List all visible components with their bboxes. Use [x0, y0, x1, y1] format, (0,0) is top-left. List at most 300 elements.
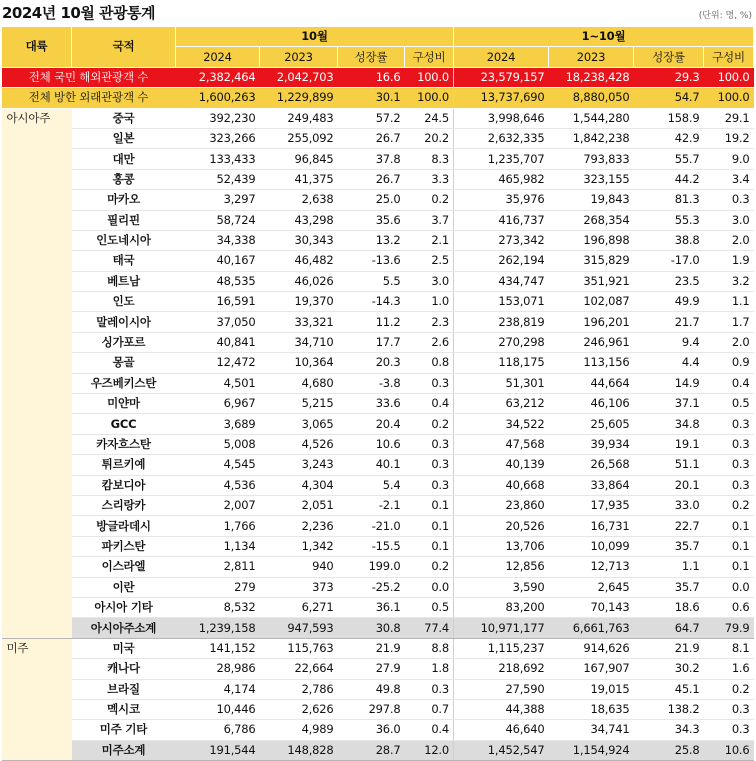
region-cell: 미주 [2, 638, 72, 760]
value-cell: 10.6 [704, 740, 754, 760]
value-cell: 2,811 [176, 557, 260, 577]
value-cell: 323,155 [549, 169, 634, 189]
value-cell: 1,235,707 [454, 149, 549, 169]
value-cell: 1,544,280 [549, 108, 634, 128]
country-name: 태국 [72, 251, 176, 271]
value-cell: 51,301 [454, 373, 549, 393]
country-name: 몽골 [72, 353, 176, 373]
value-cell: 41,375 [260, 169, 338, 189]
value-cell: 3,590 [454, 577, 549, 597]
title-bar [0, 0, 756, 26]
country-name: 파키스탄 [72, 536, 176, 556]
country-name: 미국 [72, 638, 176, 658]
table-row [2, 251, 754, 271]
value-cell: 96,845 [260, 149, 338, 169]
value-cell: 0.3 [704, 720, 754, 740]
header-col: 구성비 [405, 47, 454, 67]
value-cell: 19,370 [260, 292, 338, 312]
value-cell: 465,982 [454, 169, 549, 189]
value-cell: 18,635 [549, 699, 634, 719]
value-cell: 0.3 [704, 190, 754, 210]
value-cell: 0.3 [704, 434, 754, 454]
value-cell: 40,668 [454, 475, 549, 495]
value-cell: 1,229,899 [260, 88, 338, 108]
value-cell: 2,626 [260, 699, 338, 719]
value-cell: 138.2 [634, 699, 704, 719]
value-cell: 1.8 [405, 659, 454, 679]
value-cell: 36.0 [338, 720, 405, 740]
value-cell: 3,998,646 [454, 108, 549, 128]
value-cell: 54.7 [634, 88, 704, 108]
header-col: 성장률 [634, 47, 704, 67]
value-cell: 2,638 [260, 190, 338, 210]
country-name: 베트남 [72, 271, 176, 291]
value-cell: 141,152 [176, 638, 260, 658]
value-cell: 0.6 [704, 597, 754, 617]
summary-row-outbound [2, 67, 754, 87]
value-cell: 268,354 [549, 210, 634, 230]
value-cell: 34,338 [176, 230, 260, 250]
country-name: 우즈베키스탄 [72, 373, 176, 393]
value-cell: 0.4 [405, 394, 454, 414]
region-cell: 아시아주 [2, 108, 72, 638]
value-cell: 4,526 [260, 434, 338, 454]
value-cell: 4,304 [260, 475, 338, 495]
header-col: 구성비 [704, 47, 754, 67]
value-cell: 2,042,703 [260, 67, 338, 87]
value-cell: 20.2 [405, 128, 454, 148]
value-cell: 0.3 [405, 679, 454, 699]
table-row [2, 557, 754, 577]
value-cell: 34.8 [634, 414, 704, 434]
value-cell: 102,087 [549, 292, 634, 312]
value-cell: 392,230 [176, 108, 260, 128]
table-row [2, 699, 754, 719]
value-cell: 0.0 [704, 577, 754, 597]
value-cell: 297.8 [338, 699, 405, 719]
value-cell: 3.2 [704, 271, 754, 291]
value-cell: 10,446 [176, 699, 260, 719]
value-cell: 0.9 [704, 353, 754, 373]
value-cell: 2.6 [405, 332, 454, 352]
value-cell: 196,898 [549, 230, 634, 250]
country-name: 필리핀 [72, 210, 176, 230]
unit-note: (단위: 명, %) [698, 11, 752, 21]
value-cell: 45.1 [634, 679, 704, 699]
value-cell: 33.0 [634, 495, 704, 515]
value-cell: 0.1 [704, 516, 754, 536]
value-cell: 118,175 [454, 353, 549, 373]
value-cell: 2,632,335 [454, 128, 549, 148]
value-cell: 40,139 [454, 455, 549, 475]
table-row [2, 455, 754, 475]
country-name: 브라질 [72, 679, 176, 699]
value-cell: 373 [260, 577, 338, 597]
value-cell: 10.6 [338, 434, 405, 454]
value-cell: 2,382,464 [176, 67, 260, 87]
country-name: 캐나다 [72, 659, 176, 679]
value-cell: 8,532 [176, 597, 260, 617]
value-cell: 48,535 [176, 271, 260, 291]
value-cell: 57.2 [338, 108, 405, 128]
value-cell: 8.8 [405, 638, 454, 658]
value-cell: 5.5 [338, 271, 405, 291]
value-cell: 21.7 [634, 312, 704, 332]
value-cell: 30.1 [338, 88, 405, 108]
value-cell: 1,154,924 [549, 740, 634, 760]
value-cell: 1,766 [176, 516, 260, 536]
table-row [2, 271, 754, 291]
value-cell: -15.5 [338, 536, 405, 556]
subtotal-label: 미주소계 [72, 740, 176, 760]
value-cell: 25.8 [634, 740, 704, 760]
value-cell: 58,724 [176, 210, 260, 230]
value-cell: 43,298 [260, 210, 338, 230]
value-cell: 2.0 [704, 230, 754, 250]
value-cell: 19,843 [549, 190, 634, 210]
country-name: 대만 [72, 149, 176, 169]
value-cell: 12,472 [176, 353, 260, 373]
value-cell: 11.2 [338, 312, 405, 332]
value-cell: 46,106 [549, 394, 634, 414]
value-cell: 1,842,238 [549, 128, 634, 148]
country-name: 이스라엘 [72, 557, 176, 577]
value-cell: 46,482 [260, 251, 338, 271]
value-cell: 40.1 [338, 455, 405, 475]
value-cell: 26.7 [338, 128, 405, 148]
value-cell: 5.4 [338, 475, 405, 495]
value-cell: 16,591 [176, 292, 260, 312]
value-cell: 6,661,763 [549, 618, 634, 638]
value-cell: 44.2 [634, 169, 704, 189]
value-cell: -3.8 [338, 373, 405, 393]
table-row [2, 373, 754, 393]
value-cell: 153,071 [454, 292, 549, 312]
country-name: 홍콩 [72, 169, 176, 189]
value-cell: 5,215 [260, 394, 338, 414]
value-cell: 21.9 [634, 638, 704, 658]
value-cell: 218,692 [454, 659, 549, 679]
value-cell: 70,143 [549, 597, 634, 617]
value-cell: 249,483 [260, 108, 338, 128]
value-cell: 10,099 [549, 536, 634, 556]
value-cell: 0.2 [704, 495, 754, 515]
country-name: 말레이시아 [72, 312, 176, 332]
value-cell: 3,065 [260, 414, 338, 434]
value-cell: 914,626 [549, 638, 634, 658]
value-cell: 246,961 [549, 332, 634, 352]
country-name: 멕시코 [72, 699, 176, 719]
value-cell: 24.5 [405, 108, 454, 128]
value-cell: 315,829 [549, 251, 634, 271]
value-cell: 10,971,177 [454, 618, 549, 638]
value-cell: 20,526 [454, 516, 549, 536]
subtotal-row [2, 740, 754, 760]
value-cell: 12,713 [549, 557, 634, 577]
value-cell: 14.9 [634, 373, 704, 393]
header-row-1 [2, 27, 754, 47]
value-cell: 0.2 [405, 190, 454, 210]
value-cell: 0.1 [704, 536, 754, 556]
value-cell: 18,238,428 [549, 67, 634, 87]
country-name: 중국 [72, 108, 176, 128]
table-row [2, 679, 754, 699]
value-cell: 0.4 [405, 720, 454, 740]
value-cell: 19,015 [549, 679, 634, 699]
country-name: 미얀마 [72, 394, 176, 414]
value-cell: 1.0 [405, 292, 454, 312]
value-cell: 13,706 [454, 536, 549, 556]
value-cell: -21.0 [338, 516, 405, 536]
value-cell: 0.3 [704, 414, 754, 434]
value-cell: 13,737,690 [454, 88, 549, 108]
value-cell: 0.0 [405, 577, 454, 597]
value-cell: 18.6 [634, 597, 704, 617]
value-cell: 100.0 [704, 67, 754, 87]
value-cell: 3,243 [260, 455, 338, 475]
header-month-group: 10월 [176, 27, 454, 47]
value-cell: 4,680 [260, 373, 338, 393]
value-cell: 26.7 [338, 169, 405, 189]
value-cell: 55.7 [634, 149, 704, 169]
value-cell: 1,239,158 [176, 618, 260, 638]
value-cell: 16,731 [549, 516, 634, 536]
value-cell: 0.3 [405, 373, 454, 393]
value-cell: 434,747 [454, 271, 549, 291]
value-cell: 49.8 [338, 679, 405, 699]
value-cell: 323,266 [176, 128, 260, 148]
table-row [2, 597, 754, 617]
value-cell: 37,050 [176, 312, 260, 332]
value-cell: 100.0 [704, 88, 754, 108]
summary-label: 전체 국민 해외관광객 수 [2, 67, 176, 87]
value-cell: 0.3 [405, 455, 454, 475]
value-cell: 940 [260, 557, 338, 577]
value-cell: 3,297 [176, 190, 260, 210]
value-cell: 20.3 [338, 353, 405, 373]
value-cell: 30.2 [634, 659, 704, 679]
value-cell: 0.2 [405, 557, 454, 577]
value-cell: 44,664 [549, 373, 634, 393]
value-cell: 47,568 [454, 434, 549, 454]
value-cell: 25.0 [338, 190, 405, 210]
value-cell: 28,986 [176, 659, 260, 679]
value-cell: 37.1 [634, 394, 704, 414]
value-cell: 1,134 [176, 536, 260, 556]
value-cell: 23,860 [454, 495, 549, 515]
value-cell: 196,201 [549, 312, 634, 332]
value-cell: 13.2 [338, 230, 405, 250]
header-region: 대륙 [2, 27, 72, 68]
value-cell: 2.3 [405, 312, 454, 332]
value-cell: 4,536 [176, 475, 260, 495]
value-cell: 30.8 [338, 618, 405, 638]
value-cell: 3.0 [704, 210, 754, 230]
value-cell: -2.1 [338, 495, 405, 515]
header-col: 2024 [176, 47, 260, 67]
table-row [2, 475, 754, 495]
value-cell: 2,236 [260, 516, 338, 536]
value-cell: 0.1 [405, 536, 454, 556]
value-cell: 35.7 [634, 536, 704, 556]
value-cell: 28.7 [338, 740, 405, 760]
table-row [2, 108, 754, 128]
value-cell: 2,007 [176, 495, 260, 515]
value-cell: 0.3 [704, 475, 754, 495]
value-cell: 4,174 [176, 679, 260, 699]
country-name: 싱가포르 [72, 332, 176, 352]
value-cell: 0.3 [405, 434, 454, 454]
value-cell: 4,545 [176, 455, 260, 475]
value-cell: 26,568 [549, 455, 634, 475]
table-row [2, 210, 754, 230]
page-title: 2024년 10월 관광통계 [2, 4, 156, 22]
value-cell: 17.7 [338, 332, 405, 352]
summary-row-inbound [2, 88, 754, 108]
value-cell: 21.9 [338, 638, 405, 658]
value-cell: 133,433 [176, 149, 260, 169]
table-row [2, 128, 754, 148]
value-cell: 167,907 [549, 659, 634, 679]
header-country: 국적 [72, 27, 176, 68]
value-cell: 0.2 [704, 679, 754, 699]
value-cell: 29.3 [634, 67, 704, 87]
value-cell: 3.4 [704, 169, 754, 189]
value-cell: -25.2 [338, 577, 405, 597]
value-cell: 100.0 [405, 67, 454, 87]
value-cell: 4,501 [176, 373, 260, 393]
value-cell: 16.6 [338, 67, 405, 87]
value-cell: 0.1 [405, 516, 454, 536]
table-row [2, 394, 754, 414]
value-cell: 10,364 [260, 353, 338, 373]
value-cell: 22,664 [260, 659, 338, 679]
value-cell: 4.4 [634, 353, 704, 373]
value-cell: 2,051 [260, 495, 338, 515]
value-cell: 0.3 [405, 475, 454, 495]
value-cell: 3.7 [405, 210, 454, 230]
table-row [2, 353, 754, 373]
table-row [2, 516, 754, 536]
value-cell: 34,522 [454, 414, 549, 434]
value-cell: 77.4 [405, 618, 454, 638]
value-cell: 0.4 [704, 373, 754, 393]
value-cell: 40,167 [176, 251, 260, 271]
value-cell: 158.9 [634, 108, 704, 128]
value-cell: 100.0 [405, 88, 454, 108]
value-cell: 8.1 [704, 638, 754, 658]
value-cell: 115,763 [260, 638, 338, 658]
value-cell: 33,864 [549, 475, 634, 495]
value-cell: 8,880,050 [549, 88, 634, 108]
value-cell: 37.8 [338, 149, 405, 169]
value-cell: 34.3 [634, 720, 704, 740]
value-cell: 83,200 [454, 597, 549, 617]
value-cell: 4,989 [260, 720, 338, 740]
value-cell: 17,935 [549, 495, 634, 515]
value-cell: 12,856 [454, 557, 549, 577]
value-cell: 79.9 [704, 618, 754, 638]
country-name: 캄보디아 [72, 475, 176, 495]
table-row [2, 312, 754, 332]
value-cell: 1.7 [704, 312, 754, 332]
table-row [2, 638, 754, 658]
value-cell: -13.6 [338, 251, 405, 271]
value-cell: 2,786 [260, 679, 338, 699]
value-cell: 3.3 [405, 169, 454, 189]
country-name: 인도 [72, 292, 176, 312]
table-row [2, 149, 754, 169]
table-row [2, 292, 754, 312]
value-cell: 35.6 [338, 210, 405, 230]
value-cell: 64.7 [634, 618, 704, 638]
value-cell: 35,976 [454, 190, 549, 210]
value-cell: 34,741 [549, 720, 634, 740]
value-cell: 273,342 [454, 230, 549, 250]
value-cell: 2.1 [405, 230, 454, 250]
value-cell: 1.9 [704, 251, 754, 271]
value-cell: 1.1 [634, 557, 704, 577]
header-col: 성장률 [338, 47, 405, 67]
value-cell: 27.9 [338, 659, 405, 679]
value-cell: 40,841 [176, 332, 260, 352]
value-cell: 25,605 [549, 414, 634, 434]
value-cell: 38.8 [634, 230, 704, 250]
table-row [2, 169, 754, 189]
value-cell: 1,600,263 [176, 88, 260, 108]
table-row [2, 720, 754, 740]
value-cell: 255,092 [260, 128, 338, 148]
value-cell: 0.2 [405, 414, 454, 434]
header-col: 2024 [454, 47, 549, 67]
value-cell: 0.7 [405, 699, 454, 719]
value-cell: 36.1 [338, 597, 405, 617]
value-cell: 9.4 [634, 332, 704, 352]
value-cell: 947,593 [260, 618, 338, 638]
country-name: 방글라데시 [72, 516, 176, 536]
value-cell: 29.1 [704, 108, 754, 128]
value-cell: 22.7 [634, 516, 704, 536]
subtotal-label: 아시아주소계 [72, 618, 176, 638]
value-cell: -17.0 [634, 251, 704, 271]
value-cell: 52,439 [176, 169, 260, 189]
value-cell: 262,194 [454, 251, 549, 271]
country-name: 카자흐스탄 [72, 434, 176, 454]
value-cell: 63,212 [454, 394, 549, 414]
table-body [2, 67, 754, 760]
country-name: 이란 [72, 577, 176, 597]
value-cell: 42.9 [634, 128, 704, 148]
value-cell: 46,026 [260, 271, 338, 291]
value-cell: 19.1 [634, 434, 704, 454]
country-name: 스리랑카 [72, 495, 176, 515]
table-row [2, 414, 754, 434]
table-row [2, 659, 754, 679]
value-cell: 20.4 [338, 414, 405, 434]
country-name: 미주 기타 [72, 720, 176, 740]
value-cell: 9.0 [704, 149, 754, 169]
country-name: GCC [72, 414, 176, 434]
value-cell: 6,967 [176, 394, 260, 414]
value-cell: 33.6 [338, 394, 405, 414]
value-cell: 27,590 [454, 679, 549, 699]
header-col: 2023 [549, 47, 634, 67]
value-cell: 199.0 [338, 557, 405, 577]
value-cell: 23,579,157 [454, 67, 549, 87]
value-cell: 0.5 [704, 394, 754, 414]
country-name: 일본 [72, 128, 176, 148]
table-row [2, 230, 754, 250]
